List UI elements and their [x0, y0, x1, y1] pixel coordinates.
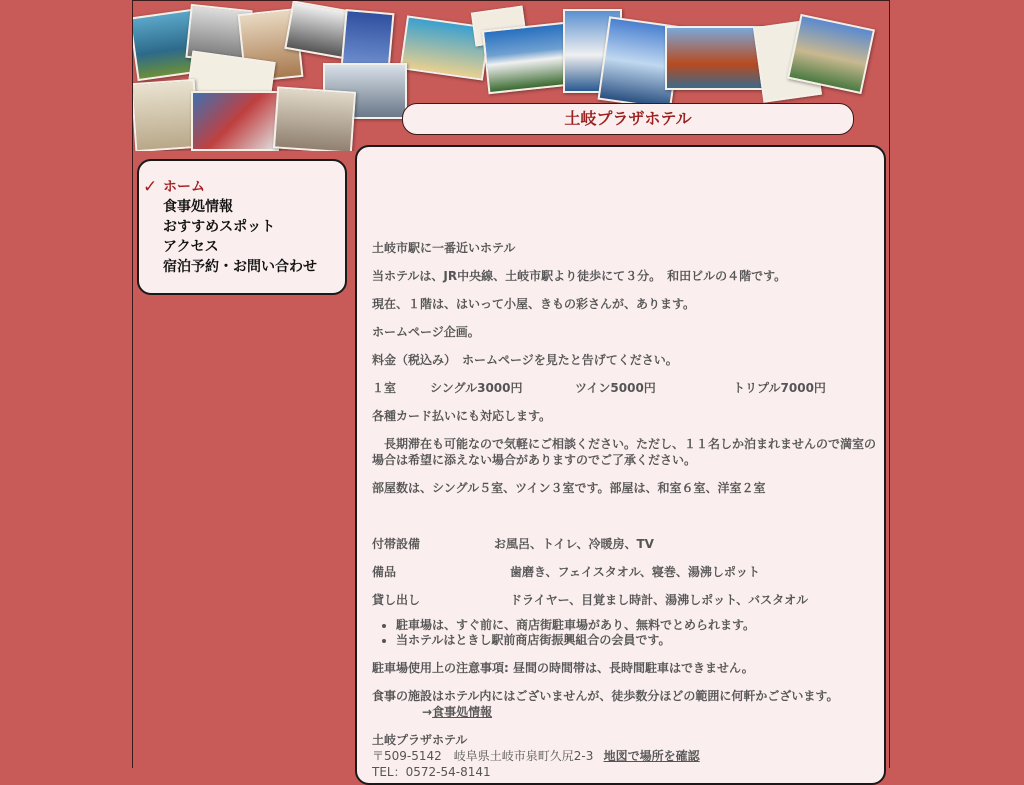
check-icon: ✓ [143, 177, 158, 197]
location-text: 当ホテルは、JR中央線、土岐市駅より徒歩にて３分。 和田ビルの４階です。 [372, 269, 787, 283]
floor1-text: 現在、１階は、はいって小屋、きもの彩さんが、あります。 [372, 297, 696, 311]
sidebar-nav [137, 159, 347, 295]
meal-note [372, 688, 884, 720]
parking-note: 駐車場使用上の注意事項: 昼間の時間帯は、長時間駐車はできません。 [372, 661, 754, 675]
postcard-street [273, 86, 356, 151]
arrow-icon: → [422, 705, 433, 719]
address: 〒509-5142 岐阜県土岐市泉町久尻2-3 [372, 749, 594, 763]
meal-note-text: 食事の施設はホテル内にはございませんが、徒歩数分ほどの範囲に何軒かございます。 [372, 689, 839, 703]
rooms-text: 部屋数は、シングル５室、ツイン３室です。部屋は、和室６室、洋室２室 [372, 481, 766, 495]
postcard-old-building [133, 79, 199, 151]
nav-item-home[interactable] [139, 177, 345, 197]
cards-text: 各種カード払いにも対応します。 [372, 409, 552, 423]
info-bullets [372, 618, 884, 648]
rental-value: ドライヤー、目覚まし時計、湯沸しポット、バスタオル [510, 593, 809, 607]
facilities-value: お風呂、トイレ、冷暖房、TV [494, 537, 654, 551]
supplies-label: 備品 [372, 565, 397, 579]
nav-item-label: ホーム [163, 179, 205, 195]
facilities-label: 付帯設備 [372, 537, 421, 551]
nav-item-reservation[interactable] [139, 257, 345, 277]
intro-text: 土岐市駅に一番近いホテル [372, 241, 516, 255]
map-link[interactable]: 地図で場所を確認 [603, 749, 700, 763]
price-twin: ツイン5000円 [575, 381, 656, 395]
meal-info-link[interactable]: 食事処情報 [432, 705, 493, 719]
price-note: 料金（税込み） ホームページを見たと告げてください。 [372, 353, 678, 367]
supplies-value: 歯磨き、フェイスタオル、寝巻、湯沸しポット [510, 565, 760, 579]
postcard-sports [191, 91, 279, 151]
postcard-mountains [482, 22, 572, 94]
tel-text: TEL：0572-54-8141 [372, 765, 491, 779]
postcard-golden-gate [665, 26, 764, 90]
nav-item-label: 食事処情報 [163, 199, 233, 215]
price-row [372, 380, 884, 396]
rental-row [372, 592, 884, 608]
list-item: • 駐車場は、すぐ前に、商店街駐車場があり、無料でとめられます。 [396, 618, 884, 633]
hotel-name: 土岐プラザホテル [372, 733, 468, 747]
nav-item-dining[interactable] [139, 197, 345, 217]
rental-label: 貸し出し [372, 593, 421, 607]
price-triple: トリプル7000円 [733, 381, 826, 395]
promo-text: ホームページ企画。 [372, 325, 480, 339]
price-unit: １室 [372, 381, 397, 395]
nav-item-label: 宿泊予約・お問い合わせ [163, 259, 317, 275]
site-title: 土岐プラザホテル [402, 103, 854, 135]
address-row [372, 748, 884, 764]
long-stay-text: 長期滞在も可能なので気軽にご相談ください。ただし、１１名しか泊まれませんので満室の場合は希望に添えない場合がありますのでご了承ください。 [372, 437, 877, 467]
list-item: • 当ホテルはときし駅前商店街振興組合の会員です。 [396, 633, 884, 648]
nav-item-spots[interactable] [139, 217, 345, 237]
main-content [355, 145, 886, 785]
facilities-row [372, 536, 884, 552]
nav-item-label: おすすめスポット [163, 219, 276, 235]
nav-item-access[interactable] [139, 237, 345, 257]
price-single: シングル3000円 [430, 381, 523, 395]
nav-item-label: アクセス [163, 239, 219, 255]
supplies-row [372, 564, 884, 580]
